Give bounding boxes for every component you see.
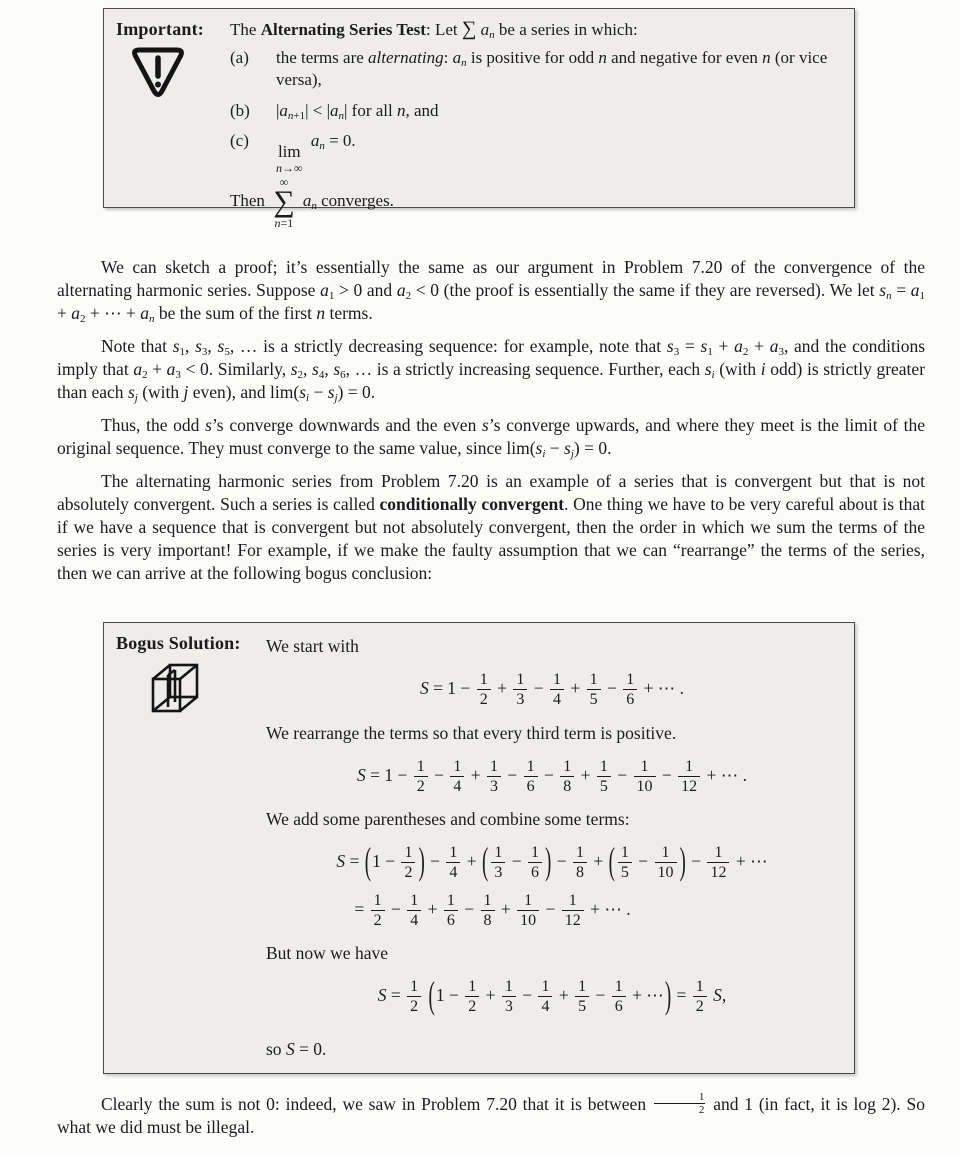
item-text: lim n→∞ $a_n = 0$.	[276, 131, 356, 175]
body-paragraphs	[57, 256, 925, 595]
important-conclusion: Then ∞ ∑ n=1 $a_n$ converges.	[230, 175, 394, 230]
item-text: $|a_{n+1}| < |a_n|$ for all n, and	[276, 101, 439, 122]
paragraph: Note that $s_1$, $s_3$, $s_5$, … is a strictly decreasing sequence: for example, note that $s_3 = s_1 + a_2 + a_3$, and the conditions imply that $a_2 + a_3 < 0$. Similarly, $s_2$, $s_4$, $s_6$, … is a strictly increasing sequence. Further, each $s_i$ (with i odd) is strictly greater than each $s_j$ (with j even), and $\lim(s_i - s_j) = 0$.	[57, 336, 926, 404]
bogus-content	[266, 631, 838, 1061]
formula-line: = $\frac{1}{2}$ − $\frac{1}{4}$ + $\frac{1}{6}$ − $\frac{1}{8}$ + $\frac{1}{10}$ − $\frac{1}{12}$ + ⋯ .	[354, 891, 631, 929]
paragraph: The alternating harmonic series from Problem 7.20 is an example of a series that is convergent but that is not absolutely convergent. Such a series is called conditionally convergent. One thing we have to be very careful about is that if we have a sequence that is convergent but not absolutely convergent, then the order in which we sum the terms of the series is very important! For example, if we make the faulty assumption that we can “rearrange” the terms of the series, then we can arrive at the following bogus conclusion:	[57, 471, 925, 583]
important-item-b	[230, 100, 842, 122]
bogus-step-text: But now we have	[266, 943, 388, 964]
bogus-step-text: We start with	[266, 636, 359, 656]
item-marker: (c)	[230, 131, 249, 150]
formula-original-series: S = 1 − $\frac{1}{2}$ + $\frac{1}{3}$ − $\frac{1}{4}$ + $\frac{1}{5}$ − $\frac{1}{6}$ + ⋯ .	[419, 671, 685, 709]
warning-triangle-icon	[130, 45, 186, 108]
bogus-step-text: We rearrange the terms so that every third term is positive.	[266, 722, 677, 743]
formula-half-s: S = $\frac{1}{2}$ (1 − $\frac{1}{2}$ + $\frac{1}{3}$ − $\frac{1}{4}$ + $\frac{1}{5}$ − $\frac{1}{6}$ + ⋯) = $\frac{1}{2}$ S,	[377, 975, 727, 1018]
bogus-conclusion-text: so S = 0.	[266, 1038, 327, 1059]
item-marker: (b)	[230, 101, 250, 120]
paragraph: We can sketch a proof; it’s essentially the same as our argument in Problem 7.20 of the convergence of the alternating harmonic series. Suppose $a_1 > 0$ and $a_2 < 0$ (the proof is essentially the same if they are reversed). We let $s_n = a_1 + a_2$ + ⋯ + $a_n$ be the sum of the first n terms.	[57, 257, 925, 325]
item-marker: (a)	[230, 48, 249, 67]
important-label: Important:	[116, 19, 204, 39]
bogus-label: Bogus Solution:	[116, 633, 241, 653]
bogus-step-text: We add some parentheses and combine some terms:	[266, 809, 630, 830]
important-content	[230, 18, 842, 229]
important-intro: The Alternating Series Test: Let ∑ $a_n$ be a series in which:	[230, 18, 638, 41]
important-item-c	[230, 130, 842, 174]
formula-rearranged-series: S = 1 − $\frac{1}{2}$ − $\frac{1}{4}$ + $\frac{1}{3}$ − $\frac{1}{6}$ − $\frac{1}{8}$ + $\frac{1}{5}$ − $\frac{1}{10}$ − $\frac{1}{12}$ + ⋯ .	[357, 757, 747, 795]
final-paragraph	[57, 1092, 925, 1139]
formula-line: S = (1 − $\frac{1}{2}$ ) − $\frac{1}{4}$ + ( $\frac{1}{3}$ − $\frac{1}{6}$ ) − $\frac{1}{8}$ + ( $\frac{1}{5}$ − $\frac{1}{10}$ ) − $\frac{1}{12}$ + ⋯	[336, 841, 768, 884]
paragraph: Thus, the odd s’s converge downwards and the even s’s converge upwards, and where they meet is the limit of the original sequence. They must converge to the same value, since $\lim(s_i - s_j) = 0$.	[57, 415, 925, 460]
important-item-a	[230, 47, 842, 91]
bogus-solution-box	[103, 622, 855, 1074]
important-box	[103, 8, 855, 230]
paragraph: Clearly the sum is not 0: indeed, we saw in Problem 7.20 that it is between $\frac{1}{2}$ and 1 (in fact, it is log 2). So what we did must be illegal.	[57, 1091, 925, 1137]
item-text: the terms are alternating: $a_n$ is positive for odd n and negative for even n (or vice versa),	[276, 48, 828, 89]
formula-parenthesized	[266, 841, 838, 929]
wireframe-box-icon	[144, 661, 206, 720]
